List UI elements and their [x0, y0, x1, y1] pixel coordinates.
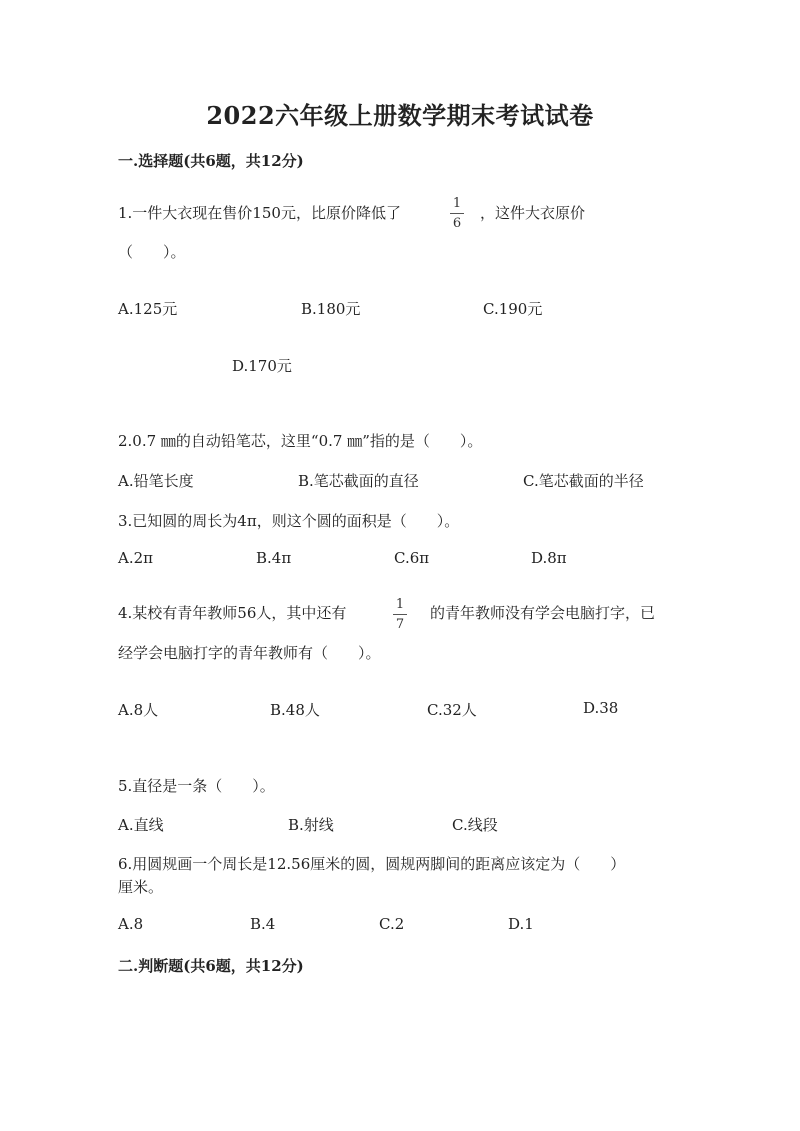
question-4-option-b: B.48人: [270, 701, 320, 719]
question-3-text: 3.已知圆的周长为4π，则这个圆的面积是（ ）。: [118, 512, 460, 530]
question-3-option-b: B.4π: [256, 549, 292, 567]
question-6-text-a: 6.用圆规画一个周长是12.56厘米的圆，圆规两脚间的距离应该定为（ ）: [118, 855, 626, 873]
question-4-fraction: [392, 597, 408, 632]
fraction-numerator: 1: [452, 196, 462, 211]
question-1-option-d: D.170元: [232, 357, 292, 375]
question-4-option-c: C.32人: [427, 701, 477, 719]
fraction-bar: [393, 614, 407, 615]
question-1-fraction: [449, 196, 465, 231]
question-2-option-c: C.笔芯截面的半径: [523, 472, 644, 490]
question-3-option-d: D.8π: [531, 549, 567, 567]
question-6-text-b: 厘米。: [118, 878, 164, 896]
fraction-bar: [450, 213, 464, 214]
question-3-option-c: C.6π: [394, 549, 430, 567]
question-1-option-a: A.125元: [118, 300, 178, 318]
question-5-option-b: B.射线: [288, 816, 334, 834]
section-heading-judgement: 二.判断题(共6题，共12分): [118, 957, 304, 975]
question-5-text: 5.直径是一条（ ）。: [118, 777, 275, 795]
question-6-option-d: D.1: [508, 915, 534, 933]
question-4-option-a: A.8人: [118, 701, 159, 719]
question-6-option-b: B.4: [250, 915, 276, 933]
question-2-option-a: A.铅笔长度: [118, 472, 194, 490]
question-1-option-b: B.180元: [301, 300, 361, 318]
question-3-option-a: A.2π: [118, 549, 154, 567]
question-1-text-a: 1.一件大衣现在售价150元，比原价降低了: [118, 204, 401, 222]
fraction-numerator: 1: [395, 597, 405, 612]
question-4-text-b: 的青年教师没有学会电脑打字，已: [430, 604, 656, 622]
question-4-option-d: D.38: [583, 699, 619, 717]
question-2-option-b: B.笔芯截面的直径: [298, 472, 419, 490]
fraction-denominator: 6: [452, 216, 462, 231]
question-1-text-b: ，这件大衣原价: [480, 204, 586, 222]
question-1-text-c: （ ）。: [118, 243, 186, 261]
page-title: 2022六年级上册数学期末考试试卷: [206, 101, 594, 130]
section-heading-choice: 一.选择题(共6题，共12分): [118, 152, 304, 170]
question-6-option-c: C.2: [379, 915, 405, 933]
question-6-option-a: A.8: [118, 915, 144, 933]
question-1-option-c: C.190元: [483, 300, 543, 318]
question-5-option-a: A.直线: [118, 816, 164, 834]
question-4-text-c: 经学会电脑打字的青年教师有（ ）。: [118, 644, 381, 662]
question-5-option-c: C.线段: [452, 816, 498, 834]
question-2-text: 2.0.7 ㎜的自动铅笔芯，这里“0.7 ㎜”指的是（ ）。: [118, 432, 483, 450]
question-4-text-a: 4.某校有青年教师56人，其中还有: [118, 604, 347, 622]
fraction-denominator: 7: [395, 617, 405, 632]
